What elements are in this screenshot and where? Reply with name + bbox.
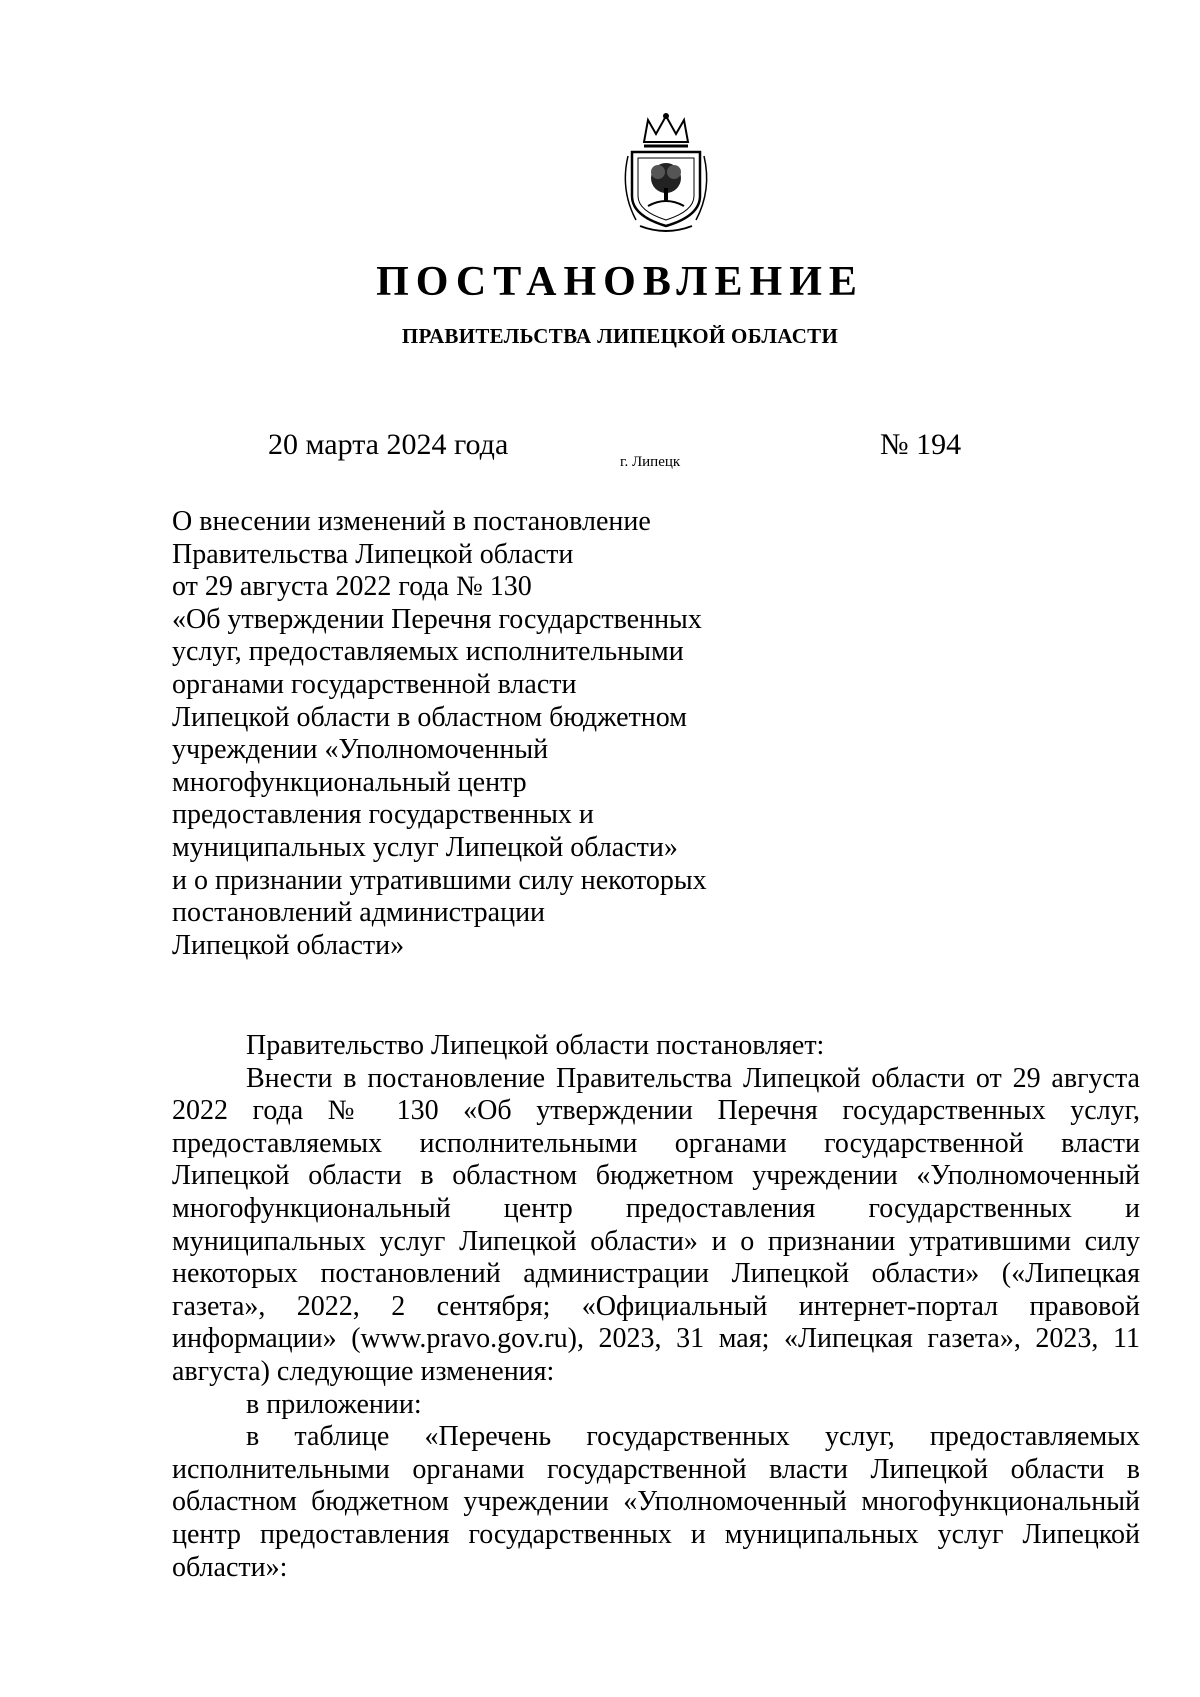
document-body [172,1030,1140,1584]
heading-line: муниципальных услуг Липецкой области» [172,831,678,863]
coat-of-arms-icon [618,112,714,236]
heading-line: Липецкой области в областном бюджетном [172,701,687,733]
body-paragraph: Правительство Липецкой области постановляет: [246,1030,825,1061]
issuer-subtitle: ПРАВИТЕЛЬСТВА ЛИПЕЦКОЙ ОБЛАСТИ [401,324,839,348]
heading-line: предоставления государственных и [172,799,594,831]
body-paragraph: в таблице «Перечень государственных услуг, предоставляемых исполнительными органами государственной власти Липецкой области в областном бюджетном учреждении «Уполномоченный многофункциональный центр предоставления государственных и муниципальных услуг Липецкой области»: [172,1421,1140,1583]
heading-line: Липецкой области» [172,929,405,961]
document-number: № 194 [880,428,962,461]
document-city: г. Липецк [620,454,681,470]
heading-line: и о признании утратившими силу некоторых [172,864,707,896]
heading-line: многофункциональный центр [172,766,527,798]
heading-line: услуг, предоставляемых исполнительными [172,636,684,668]
heading-line: органами государственной власти [172,668,577,700]
heading-line: учреждении «Уполномоченный [172,734,549,766]
document-date: 20 марта 2024 года [268,428,509,461]
heading-line: Правительства Липецкой области [172,538,574,570]
document-heading [172,506,792,962]
heading-line: постановлений администрации [172,897,546,929]
document-title: ПОСТАНОВЛЕНИЕ [376,259,864,305]
heading-line: О внесении изменений в постановление [172,506,651,537]
body-paragraph: Внести в постановление Правительства Липецкой области от 29 августа 2022 года № 130 «Об утверждении Перечня государственных услуг, предоставляемых исполнительными органами государственной власти Липецкой области в областном бюджетном учреждении «Уполномоченный многофункциональный центр предоставления государственных и муниципальных услуг Липецкой области» и о признании утратившими силу некоторых постановлений администрации Липецкой области» («Липецкая газета», 2022, 2 сентября; «Официальный интернет-портал правовой информации» (www.pravo.gov.ru), 2023, 31 мая; «Липецкая газета», 2023, 11 августа) следующие изменения: [172,1062,1140,1387]
body-paragraph: в приложении: [246,1388,422,1420]
heading-line: от 29 августа 2022 года № 130 [172,571,532,603]
heading-line: «Об утверждении Перечня государственных [172,603,702,635]
